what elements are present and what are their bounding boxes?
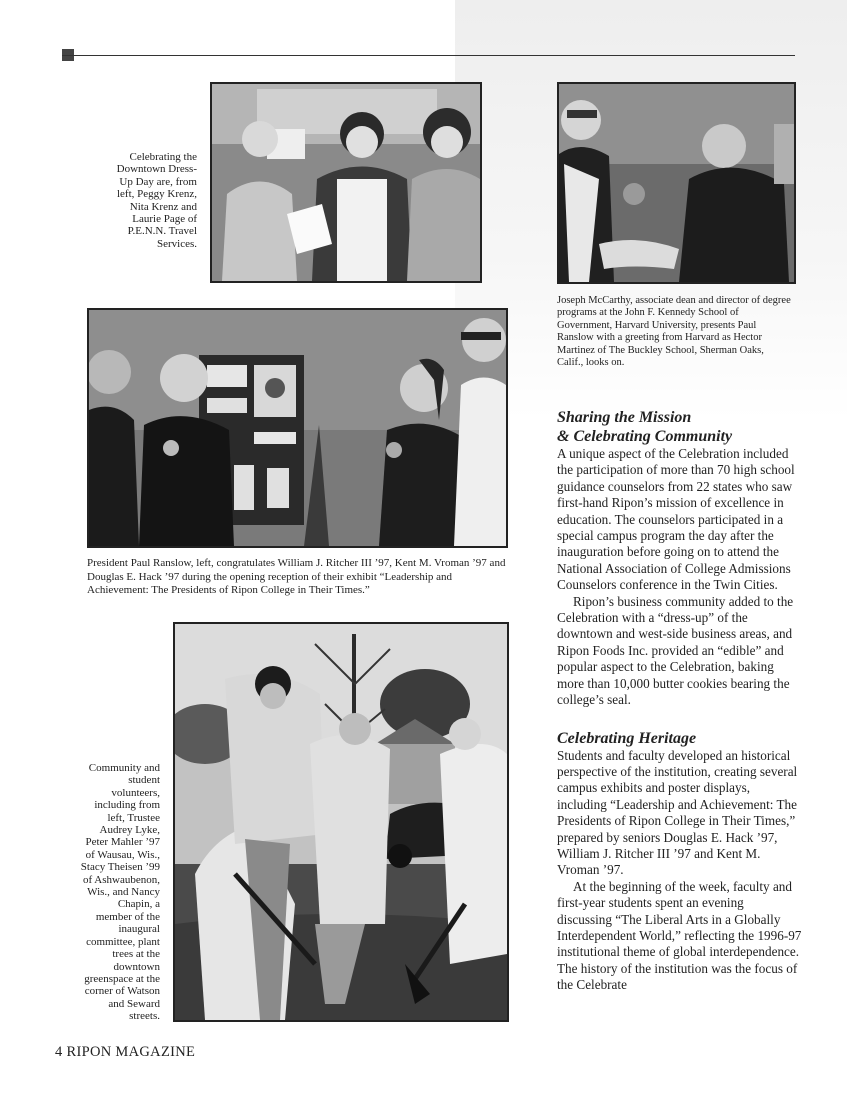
heading-line-2: & Celebrating Community: [557, 428, 733, 445]
heading-line-1: Sharing the Mission: [557, 409, 692, 426]
header-rule: [62, 55, 795, 56]
page-footer: [55, 1044, 195, 1061]
caption-tree-planting: Community and student volunteers, including from left, Trustee Audrey Lyke, Peter Mahler ’97 of Wausau, Wis., Stacy Theisen ’99 of Ashwaubenon, Wis., and Nancy Chapin, a member of the inaugural committee, plant trees at the downtown greenspace at the corner of Watson and Seward streets.: [80, 762, 160, 1023]
photo-exhibit-reception: [87, 308, 508, 548]
caption-harvard-greeting: Joseph McCarthy, associate dean and director of degree programs at the John F. Kennedy School of Government, Harvard University, presents Paul Ranslow with a greeting from Harvard as Hector Martinez of The Buckley School, Sherman Oaks, Calif., looks on.: [557, 295, 791, 369]
photo-harvard-greeting: [557, 82, 796, 284]
paragraph-business: Ripon’s business community added to the Celebration with a “dress-up” of the downtown and west-side business areas, and Ripon Foods Inc. provided an “edible” and popular aspect to the Celebration, baking more than 10,000 butter cookies bearing the college’s seal.: [557, 593, 794, 708]
magazine-name: RIPON MAGAZINE: [66, 1044, 196, 1060]
heading-celebrating-heritage: Celebrating Heritage: [557, 729, 697, 747]
heading-sharing-mission: [557, 408, 802, 446]
caption-exhibit-reception: President Paul Ranslow, left, congratulates William J. Ritcher III ’97, Kent M. Vroman ’97 and Douglas E. Hack ’97 during the opening reception of their exhibit “Leadership and Achievement: The Presidents of Ripon College in Their Times.”: [87, 557, 506, 596]
page-number: 4: [55, 1044, 63, 1060]
paragraph-counselors: A unique aspect of the Celebration included the participation of more than 70 high school guidance counselors from 22 states who saw first-hand Ripon’s mission of excellence in education. The counselors participated in a special campus program the day after the inauguration before going on to attend the National Association of College Admissions Counselors conference in the Twin Cities.: [557, 446, 795, 593]
article-column: [557, 408, 802, 994]
paragraph-liberal-arts: At the beginning of the week, faculty and first-year students spent an evening discussing “The Liberal Arts in a Globally Interdependent World,” reflecting the 1996-97 institutional theme of global interdependence. The history of the institution was the focus of the Celebrate: [557, 878, 802, 993]
photo-tree-planting: [173, 622, 509, 1022]
caption-dress-up-day: Celebrating the Downtown Dress-Up Day are, from left, Peggy Krenz, Nita Krenz and Laurie Page of P.E.N.N. Travel Services.: [116, 151, 197, 250]
photo-dress-up-day: [210, 82, 482, 283]
paragraph-heritage: Students and faculty developed an historical perspective of the institution, creating several campus exhibits and poster displays, including “Leadership and Achievement: The Presidents of Ripon College in Their Times,” prepared by seniors Douglas E. Hack ’97, William J. Ritcher III ’97 and Kent M. Vroman ’97.: [557, 747, 798, 878]
